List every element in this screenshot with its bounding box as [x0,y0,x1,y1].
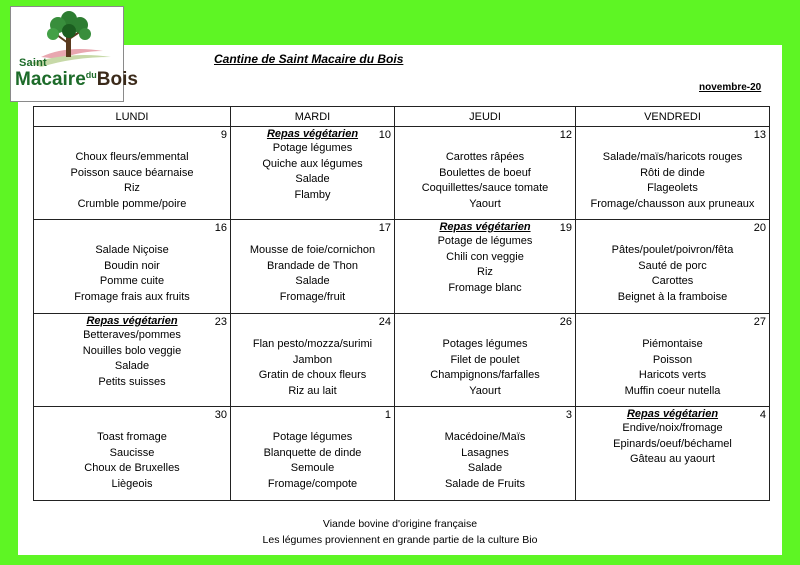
dish-item: Pomme cuite [99,275,165,287]
dish-item: Boulettes de boeuf [439,166,531,179]
day-number: 20 [753,222,766,234]
page-title: Cantine de Saint Macaire du Bois [214,52,404,66]
menu-cell [231,220,395,314]
dish-item: Salade [467,462,503,474]
vegetarian-label: Repas végétarien [86,315,178,327]
menu-cell [34,314,231,407]
dish-item: Semoule [290,462,335,474]
dish-list [231,430,394,492]
dish-item: Flageolets [647,182,698,194]
dish-item: Petits suisses [98,375,166,388]
dish-item: Riz [477,266,493,278]
menu-cell [231,314,395,407]
dish-item: Yaourt [469,384,501,397]
dish-item: Fromage/compote [267,477,358,490]
dish-item: Potages légumes [442,338,528,350]
town-logo [10,6,138,102]
dish-list [34,243,230,305]
dish-item: Salade [295,173,330,185]
day-number: 17 [378,222,391,234]
dish-list [395,430,575,492]
dish-item: Carottes râpées [445,151,525,163]
week-row [34,220,770,314]
dish-item: Gâteau au yaourt [629,453,715,465]
dish-item: Choux de Bruxelles [84,462,180,474]
dish-item: Salade de Fruits [444,477,526,490]
week-row [34,127,770,220]
dish-item: Boudin noir [104,259,160,272]
dish-item: Crumble pomme/poire [77,197,187,210]
dish-item: Filet de poulet [450,353,520,366]
day-number: 12 [559,129,572,141]
dish-item: Gratin de choux fleurs [258,369,367,381]
dish-list [395,150,575,212]
dish-item: Fromage blanc [448,281,522,294]
dish-list [576,337,769,399]
dish-item: Lasagnes [461,446,509,459]
vegetarian-label: Repas végétarien [626,408,719,420]
dish-item: Epinards/oeuf/béchamel [613,437,732,450]
day-number: 13 [753,129,766,141]
week-row [34,314,770,407]
dish-item: Fromage/chausson aux pruneaux [590,197,755,210]
dish-item: Salade Niçoise [95,244,169,256]
dish-item: Beignet à la framboise [617,290,728,303]
day-number: 24 [378,316,391,328]
dish-item: Fromage frais aux fruits [74,290,190,303]
vegetarian-label: Repas végétarien [439,221,531,233]
month-label: novembre-20 [699,82,762,93]
menu-cell [34,127,231,220]
dish-item: Macédoine/Maïs [444,431,526,443]
dish-list [576,150,769,212]
day-number: 27 [753,316,766,328]
dish-item: Piémontaise [642,338,703,350]
header-mardi: MARDI [231,107,395,127]
dish-item: Carottes [651,275,694,287]
dish-item: Quiche aux légumes [262,157,363,170]
day-number: 26 [559,316,572,328]
dish-list [395,337,575,399]
logo-text-name [15,69,138,91]
menu-cell [576,220,770,314]
dish-item: Muffin coeur nutella [624,384,721,397]
dish-item: Riz [124,182,140,194]
footer-note-meat: Viande bovine d'origine française [322,518,478,530]
dish-list [576,243,769,305]
dish-item: Blanquette de dinde [263,446,362,459]
header-jeudi: JEUDI [395,107,576,127]
dish-item: Flamby [294,188,331,201]
logo-text-saint: Saint [19,57,47,69]
day-number: 1 [384,409,391,421]
dish-item: Chili con veggie [446,250,524,263]
dish-item: Endive/noix/fromage [622,422,723,434]
dish-item: Saucisse [109,446,155,459]
dish-item: Salade [295,275,330,287]
dish-item: Champignons/farfalles [430,369,540,381]
dish-item: Fromage/fruit [279,290,346,303]
menu-cell [395,220,576,314]
dish-item: Poisson sauce béarnaise [70,166,194,179]
day-number: 4 [759,409,766,421]
header-vendredi: VENDREDI [576,107,770,127]
dish-item: Yaourt [469,197,501,210]
menu-cell [395,407,576,501]
footer-note-vegetables: Les légumes proviennent en grande partie de la culture Bio [262,534,538,546]
dish-list [231,141,394,203]
dish-list [395,234,575,296]
dish-item: Toast fromage [97,431,167,443]
dish-item: Coquillettes/sauce tomate [421,182,549,194]
dish-item: Rôti de dinde [640,166,705,179]
dish-item: Choux fleurs/emmental [75,151,189,163]
dish-list [576,421,769,468]
dish-list [34,150,230,212]
week-row [34,407,770,501]
day-number: 16 [214,222,227,234]
dish-item: Brandade de Thon [267,259,358,272]
day-number: 30 [214,409,227,421]
dish-item: Potage légumes [272,142,353,154]
header-lundi: LUNDI [34,107,231,127]
day-number: 19 [559,222,572,234]
dish-item: Potage légumes [272,431,353,443]
dish-item: Haricots verts [638,369,707,381]
dish-item: Mousse de foie/cornichon [249,244,376,256]
menu-table [33,106,770,501]
logo-text-bois: Bois [96,69,138,90]
dish-list [34,328,230,390]
menu-cell [231,127,395,220]
dish-item: Liègeois [111,477,153,490]
dish-item: Jambon [292,353,333,366]
dish-list [34,430,230,492]
day-number: 9 [220,129,227,141]
day-number: 23 [214,316,227,328]
menu-cell [34,407,231,501]
dish-list [231,243,394,305]
menu-cell [576,127,770,220]
dish-item: Poisson [652,353,693,366]
dish-item: Betteraves/pommes [83,329,181,341]
dish-item: Potage de légumes [437,235,533,247]
menu-cell [395,127,576,220]
day-number: 10 [378,129,391,141]
dish-item: Pâtes/poulet/poivron/fêta [611,244,734,256]
logo-text-macaire: Macaire [15,69,86,90]
dish-list [231,337,394,399]
dish-item: Sauté de porc [638,259,707,272]
dish-item: Flan pesto/mozza/surimi [252,338,373,350]
day-number: 3 [565,409,572,421]
dish-item: Nouilles bolo veggie [82,344,182,357]
dish-item: Salade [114,360,150,372]
menu-cell [34,220,231,314]
menu-cell [576,314,770,407]
header-row [34,107,770,127]
vegetarian-label: Repas végétarien [266,128,359,140]
menu-cell [576,407,770,501]
dish-item: Riz au lait [288,384,337,397]
menu-cell [395,314,576,407]
menu-cell [231,407,395,501]
dish-item: Salade/maïs/haricots rouges [602,151,743,163]
logo-text-du: du [85,70,97,80]
